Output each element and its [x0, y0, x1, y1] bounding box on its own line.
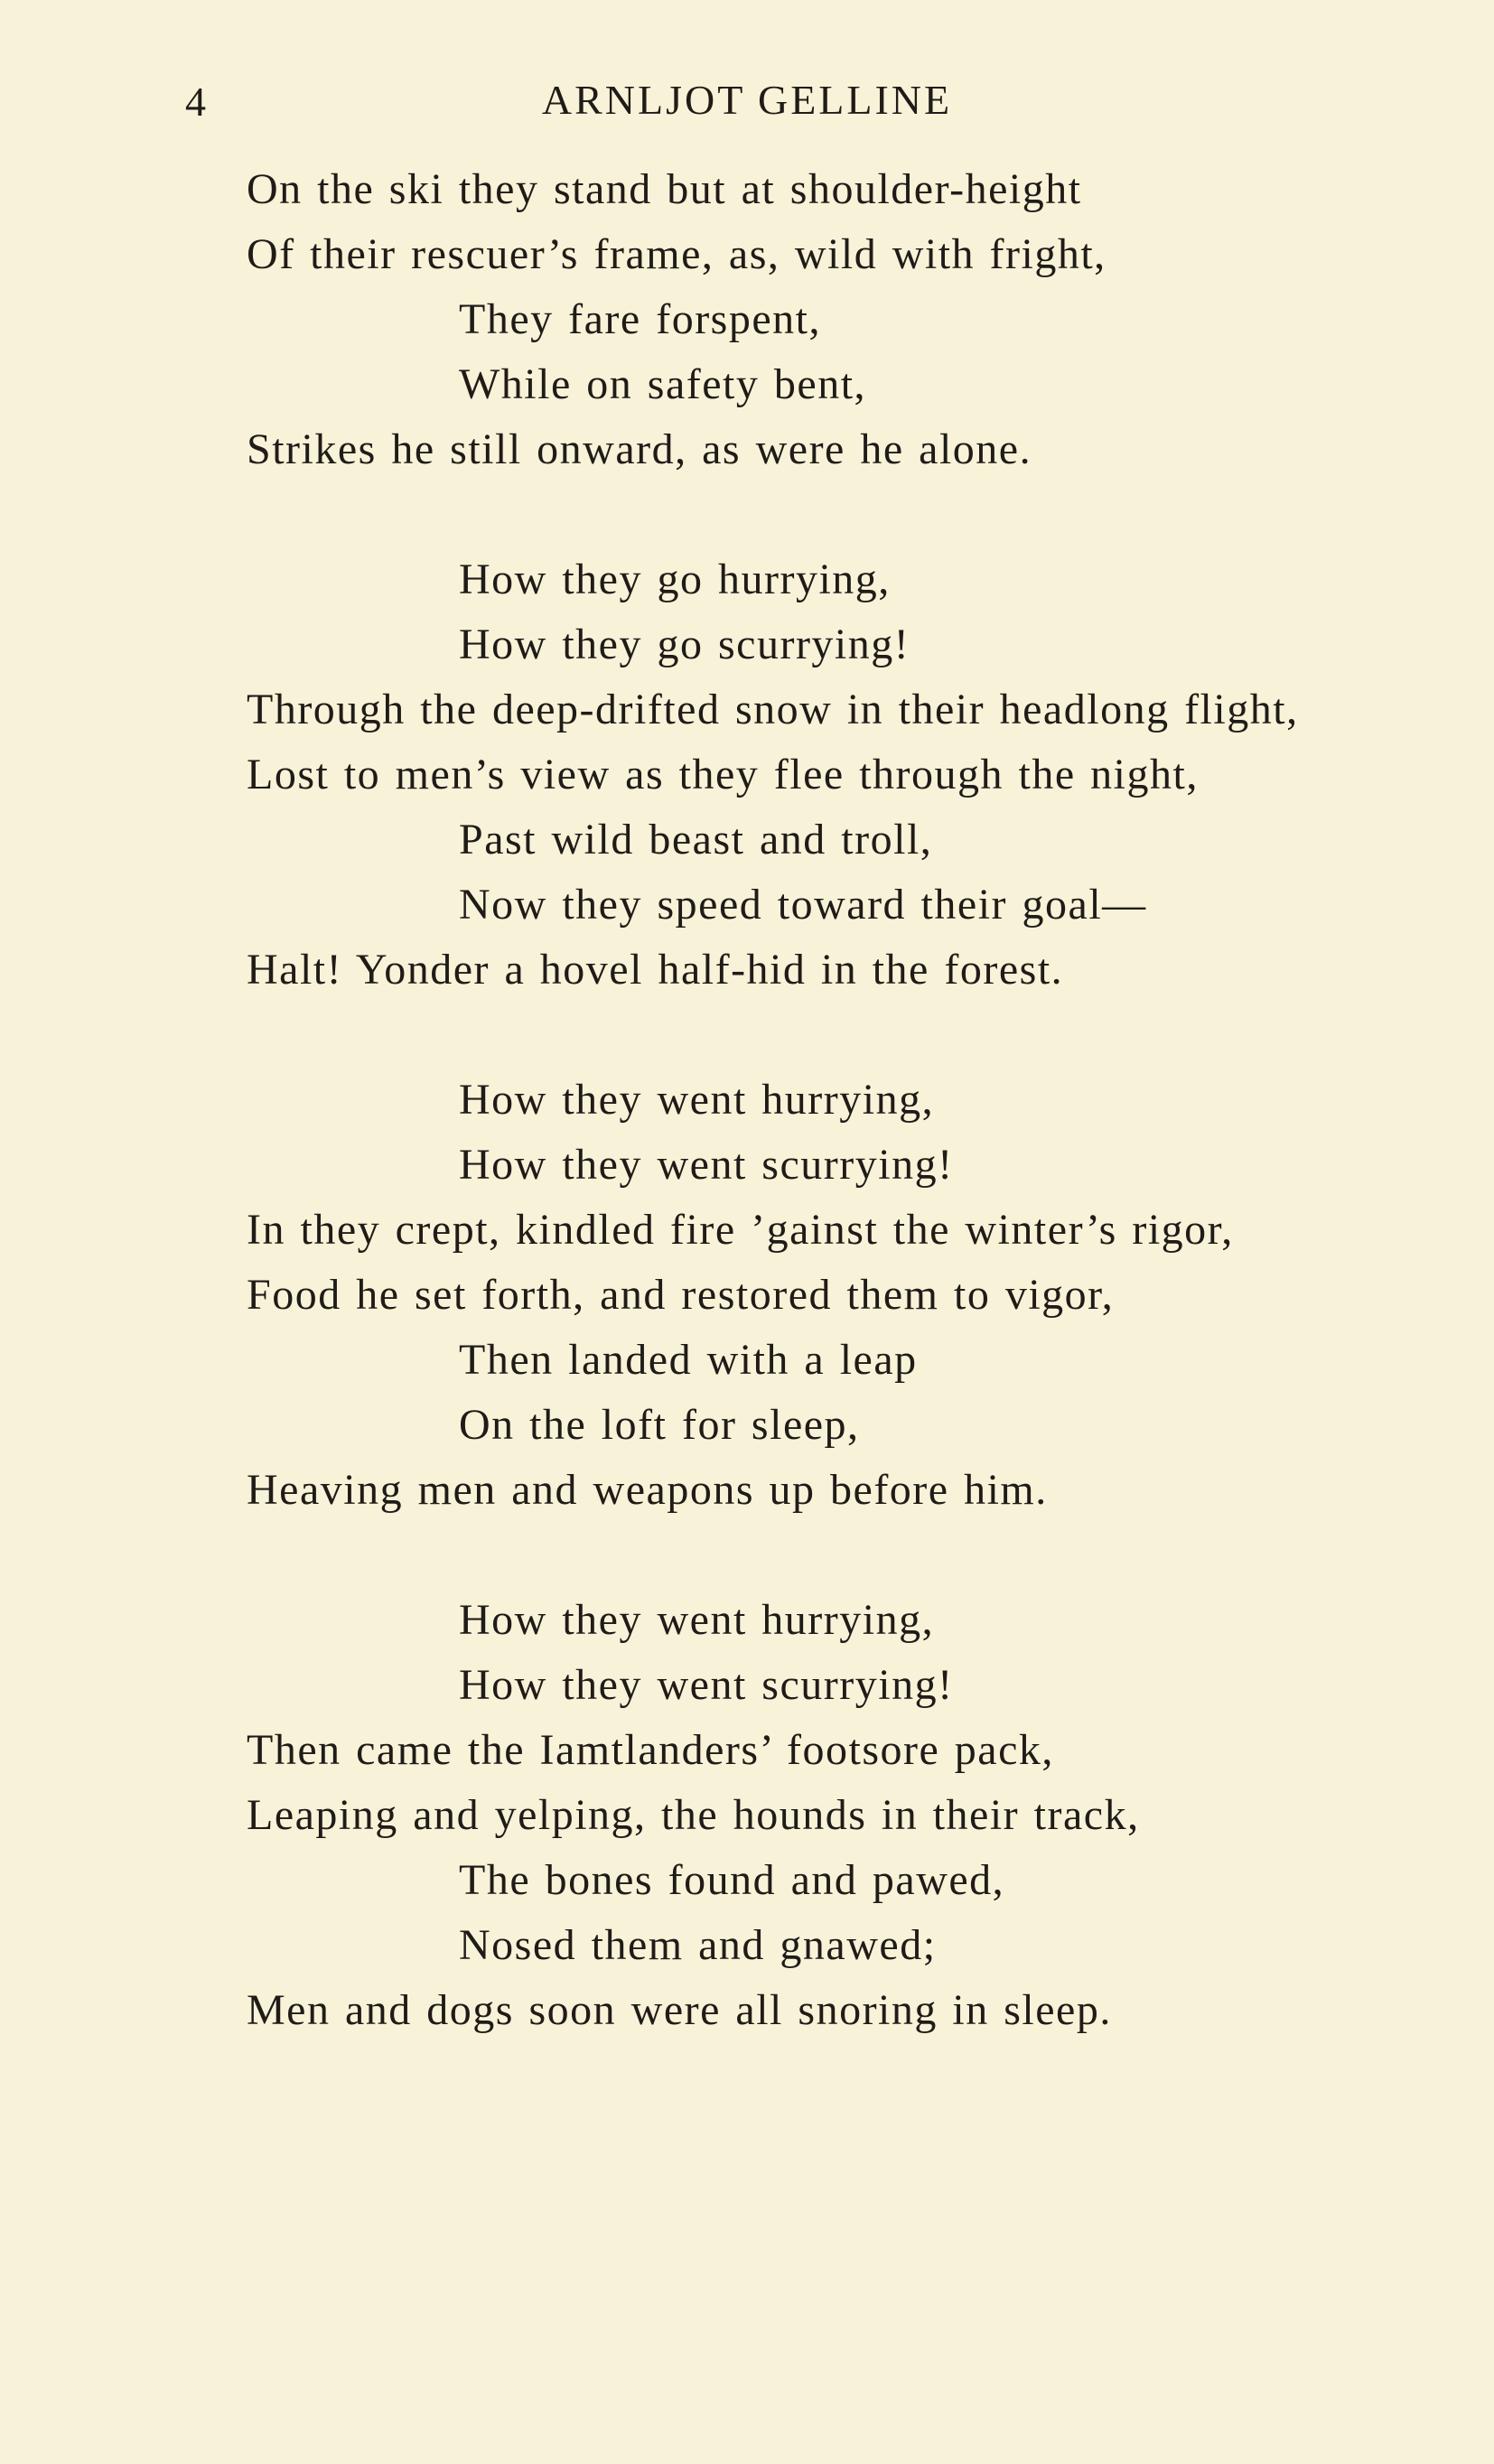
- running-head: ARNLJOT GELLINE: [541, 77, 953, 123]
- poem-line: They fare forspent,: [459, 295, 821, 343]
- page-number: 4: [185, 79, 206, 125]
- poem-line: Then came the Iamtlanders’ footsore pack,: [247, 1726, 1054, 1774]
- poem-line: Past wild beast and troll,: [459, 816, 933, 863]
- poem-line: While on safety bent,: [459, 360, 867, 408]
- poem-line: On the ski they stand but at shoulder-height: [247, 165, 1082, 213]
- poem-line: How they go hurrying,: [459, 555, 891, 603]
- poem-line: In they crept, kindled fire ’gainst the winter’s rigor,: [247, 1206, 1234, 1254]
- poem-line: How they go scurrying!: [459, 621, 910, 668]
- poem-line: Now they speed toward their goal—: [459, 881, 1147, 929]
- poem-line: The bones found and pawed,: [459, 1856, 1005, 1904]
- poem-line: Lost to men’s view as they flee through the night,: [247, 751, 1199, 798]
- poem-line: Through the deep-drifted snow in their headlong flight,: [247, 686, 1299, 733]
- poem-line: How they went hurrying,: [459, 1076, 935, 1124]
- poem-line: Nosed them and gnawed;: [459, 1921, 937, 1969]
- poem-line: Of their rescuer’s frame, as, wild with fright,: [247, 230, 1106, 278]
- poem-line: How they went scurrying!: [459, 1661, 954, 1709]
- poem-line: Then landed with a leap: [459, 1336, 918, 1384]
- poem-line: How they went hurrying,: [459, 1596, 935, 1644]
- poem-line: Leaping and yelping, the hounds in their track,: [247, 1791, 1140, 1839]
- poem-line: Strikes he still onward, as were he alone.: [247, 425, 1032, 473]
- poem-line: Heaving men and weapons up before him.: [247, 1466, 1048, 1514]
- poem-line: Food he set forth, and restored them to vigor,: [247, 1271, 1115, 1319]
- poem-line: How they went scurrying!: [459, 1141, 954, 1189]
- poem-line: Halt! Yonder a hovel half-hid in the forest.: [247, 946, 1064, 994]
- poem-line: Men and dogs soon were all snoring in sleep.: [247, 1986, 1112, 2034]
- poem-line: On the loft for sleep,: [459, 1401, 860, 1449]
